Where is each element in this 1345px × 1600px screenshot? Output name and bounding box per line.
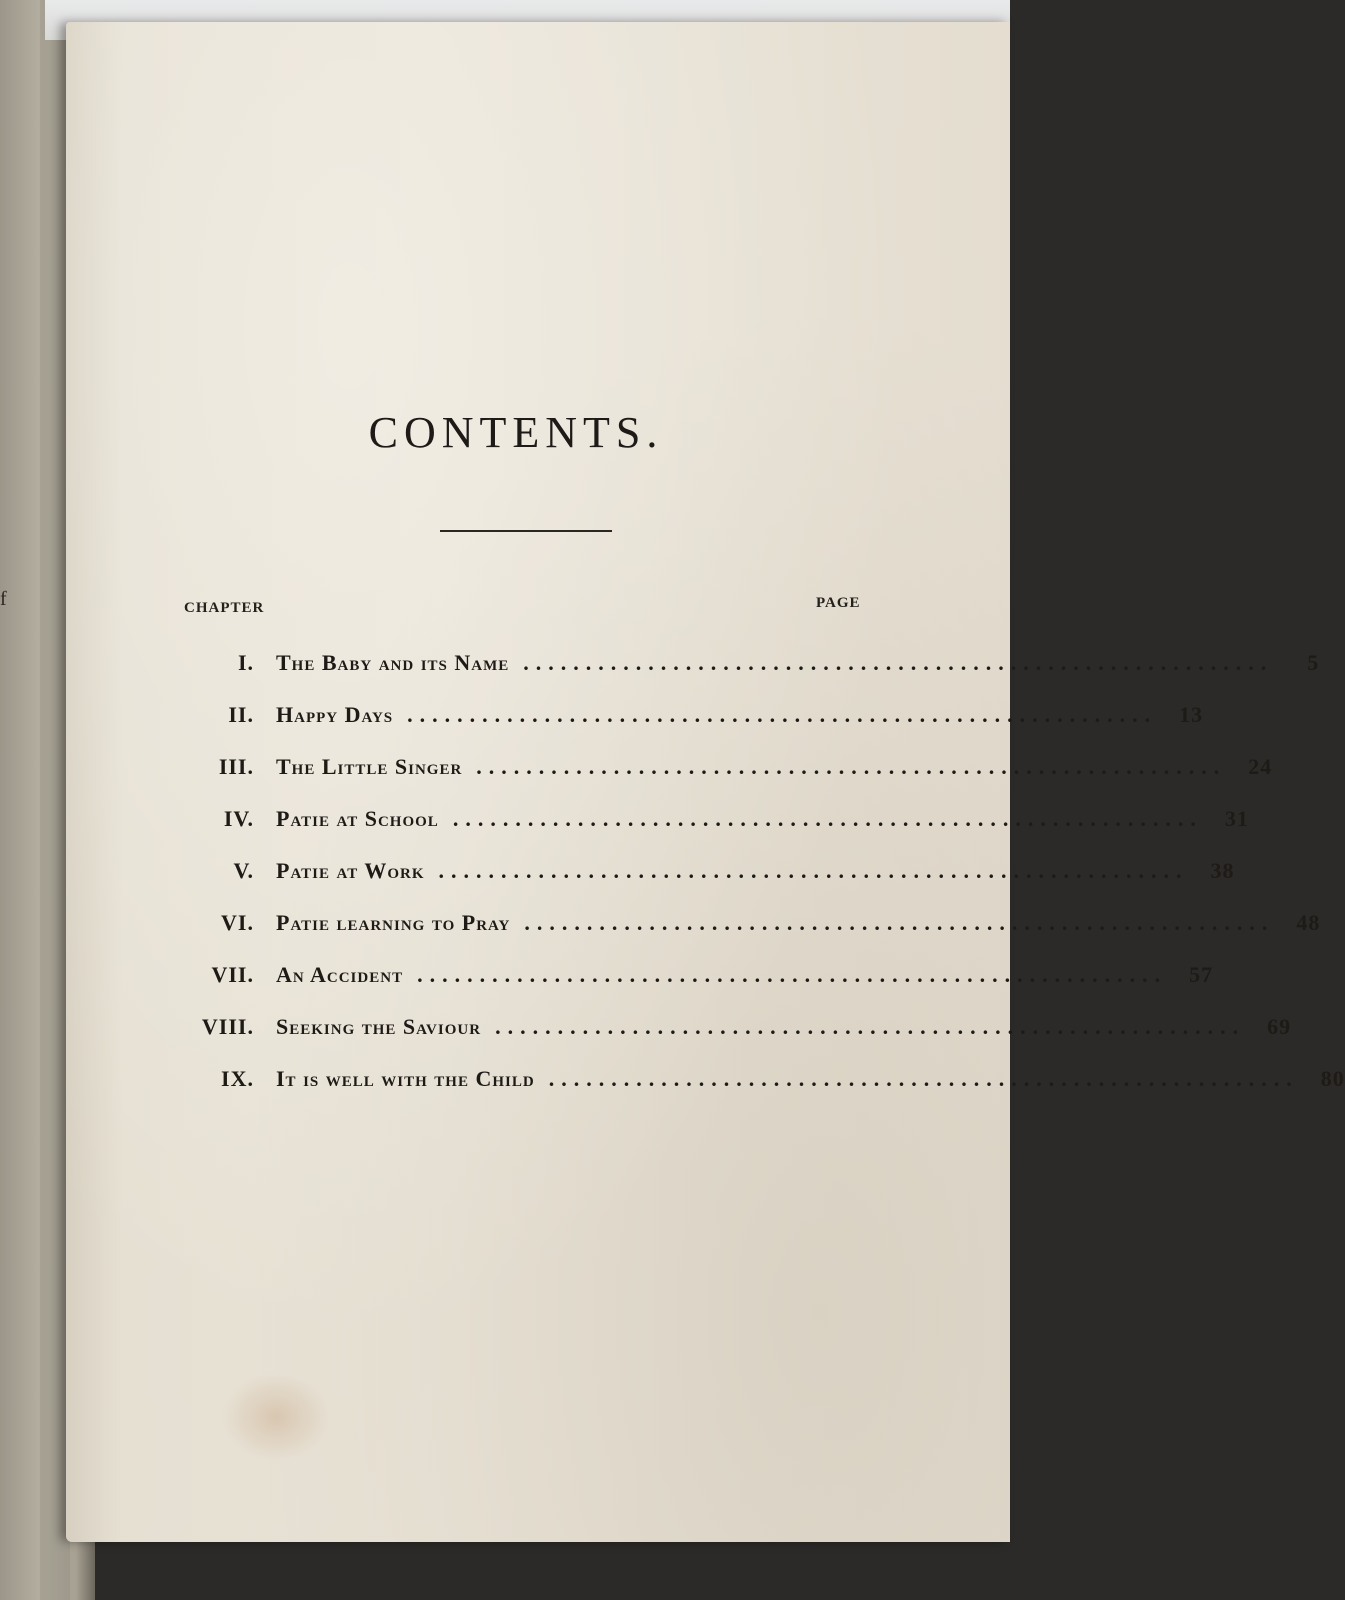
contents-page <box>66 22 1345 1542</box>
chapter-numeral: VII. <box>211 962 254 987</box>
page-number: 31 <box>1224 806 1249 831</box>
chapter-title: Seeking the Saviour <box>276 1014 482 1039</box>
dot-leader: ............................................................ <box>524 910 1275 935</box>
page-number: 48 <box>1296 910 1321 935</box>
chapter-numeral: VI. <box>221 910 254 935</box>
margin-letter: f <box>0 588 7 610</box>
toc-entry <box>176 637 1320 689</box>
dot-leader: ............................................................ <box>476 754 1227 779</box>
dot-leader: ............................................................ <box>407 702 1158 727</box>
dot-leader: ............................................................ <box>523 650 1274 675</box>
page-number: 80 <box>1320 1066 1345 1091</box>
chapter-title: The Baby and its Name <box>276 650 510 675</box>
chapter-column-label: CHAPTER <box>184 600 265 616</box>
chapter-title: It is well with the Child <box>276 1066 535 1091</box>
toc-entry <box>176 1053 1345 1105</box>
page-number: 57 <box>1189 962 1214 987</box>
toc-entry <box>176 845 1235 897</box>
chapter-title: Patie at Work <box>276 858 425 883</box>
page-column-label: PAGE <box>816 595 861 611</box>
toc-entry <box>176 897 1321 949</box>
dot-leader: ............................................................ <box>495 1014 1246 1039</box>
page-title: CONTENTS. <box>368 408 664 457</box>
chapter-numeral: VIII. <box>201 1014 254 1039</box>
chapter-numeral: V. <box>233 858 254 883</box>
toc-entry <box>176 793 1249 845</box>
chapter-numeral: IX. <box>221 1066 254 1091</box>
page-number: 24 <box>1248 754 1273 779</box>
paper-stain <box>221 1372 331 1462</box>
chapter-title: Patie at School <box>276 806 439 831</box>
chapter-numeral: IV. <box>223 806 254 831</box>
chapter-title: Patie learning to Pray <box>276 910 511 935</box>
page-number: 5 <box>1307 650 1320 675</box>
chapter-numeral: III. <box>218 754 254 779</box>
page-number: 69 <box>1267 1014 1292 1039</box>
chapter-numeral: II. <box>228 702 254 727</box>
dot-leader: ............................................................ <box>452 806 1203 831</box>
chapter-title: The Little Singer <box>276 754 463 779</box>
toc-entry <box>176 949 1214 1001</box>
page-number: 13 <box>1179 702 1204 727</box>
table-of-contents <box>176 637 1345 1105</box>
toc-entry <box>176 1001 1292 1053</box>
dot-leader: ............................................................ <box>548 1066 1299 1091</box>
title-rule <box>440 530 612 532</box>
chapter-numeral: I. <box>237 650 254 675</box>
chapter-title: Happy Days <box>276 702 394 727</box>
dot-leader: ............................................................ <box>438 858 1189 883</box>
toc-entry <box>176 741 1273 793</box>
toc-entry <box>176 689 1204 741</box>
dot-leader: ............................................................ <box>417 962 1168 987</box>
page-number: 38 <box>1210 858 1235 883</box>
chapter-title: An Accident <box>276 962 404 987</box>
